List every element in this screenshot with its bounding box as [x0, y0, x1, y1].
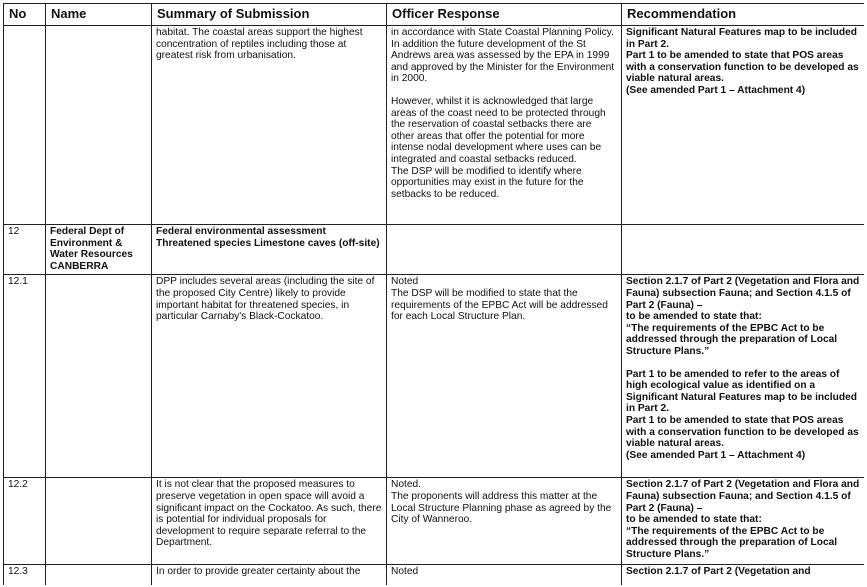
header-name: Name — [46, 4, 152, 26]
summary-text: DPP includes several areas (including the site of the proposed City Centre) likely to provide important habitat for threatened species, in particular Carnaby's Black-Cockatoo. — [156, 276, 375, 323]
cell-no — [4, 26, 46, 225]
cell-officer-response — [387, 225, 622, 275]
cell-name — [46, 26, 152, 225]
table-row — [4, 565, 865, 585]
cell-recommendation — [622, 26, 865, 225]
table-row — [4, 275, 865, 478]
submissions-page — [3, 3, 864, 585]
cell-summary — [152, 478, 387, 565]
cell-summary — [152, 225, 387, 275]
summary-text: habitat. The coastal areas support the highest concentration of reptiles including those at greatest risk from urbanisation. — [156, 27, 363, 62]
header-row — [4, 4, 865, 26]
summary-text: Federal environmental assessment Threatened species Limestone caves (off-site) — [156, 226, 380, 249]
cell-summary — [152, 26, 387, 225]
cell-officer-response — [387, 478, 622, 565]
recommendation-text: Section 2.1.7 of Part 2 (Vegetation and — [626, 566, 811, 578]
table-row — [4, 225, 865, 275]
submissions-table — [3, 3, 864, 585]
summary-text: It is not clear that the proposed measures to preserve vegetation in open space will avoid a significant impact on the Cockatoo. As such, there is potential for individual proposals for development to require separate referral to the Department. — [156, 479, 382, 549]
response-text: Noted — [391, 566, 419, 578]
cell-name — [46, 275, 152, 478]
cell-recommendation — [622, 565, 865, 585]
response-text: Noted The DSP will be modified to state that the requirements of the EPBC Act will be addressed for each Local Structure Plan. — [391, 276, 608, 323]
cell-name — [46, 478, 152, 565]
header-recommendation: Recommendation — [622, 4, 865, 26]
cell-summary — [152, 275, 387, 478]
cell-officer-response — [387, 275, 622, 478]
cell-summary — [152, 565, 387, 585]
recommendation-text: Part 1 to be amended to refer to the areas of high ecological value as identified on a Significant Natural Features map to be included in Part 2. Part 1 to be amended to state that POS areas with a conservation function to be developed as viable natural areas. (See amended Part 1 – Attachment 4) — [626, 368, 859, 461]
response-text: in accordance with State Coastal Planning Policy. In addition the future development of the St Andrews area was assessed by the EPA in 1999 and approved by the Minister for the Environment in 2000. — [391, 27, 615, 85]
recommendation-text: Significant Natural Features map to be included in Part 2. Part 1 to be amended to state that POS areas with a conservation function to be developed as viable natural areas. (See amended Part 1 – Attachment 4) — [626, 27, 859, 96]
response-text: However, whilst it is acknowledged that large areas of the coast need to be protected through the reservation of coastal setbacks there are other areas that offer the potential for more intense nodal development where uses can be integrated and coastal setbacks reduced. The DSP will be modified to identify where opportunities may exist in the future for the setbacks to be reduced. — [391, 95, 606, 200]
cell-recommendation — [622, 478, 865, 565]
recommendation-text: Section 2.1.7 of Part 2 (Vegetation and Flora and Fauna) subsection Fauna; and Section 4.1.5 of Part 2 (Fauna) – to be amended to state that: “The requirements of the EPBC Act to be addressed through the preparation of Local Structure Plans.” — [626, 276, 860, 357]
cell-no: 12.2 — [4, 478, 46, 565]
header-no: No — [4, 4, 46, 26]
cell-recommendation — [622, 225, 865, 275]
cell-no: 12.3 — [4, 565, 46, 585]
recommendation-text: Section 2.1.7 of Part 2 (Vegetation and Flora and Fauna) subsection Fauna; and Section 4.1.5 of Part 2 (Fauna) – to be amended to state that: “The requirements of the EPBC Act to be addressed through the preparation of Local Structure Plans.” — [626, 479, 860, 560]
cell-name: Federal Dept of Environment & Water Resources CANBERRA — [46, 225, 152, 275]
cell-no: 12 — [4, 225, 46, 275]
summary-text: In order to provide greater certainty about the — [156, 566, 361, 578]
table-row — [4, 26, 865, 225]
table-row — [4, 478, 865, 565]
response-text: Noted. The proponents will address this matter at the Local Structure Planning phase as agreed by the City of Wanneroo. — [391, 479, 612, 526]
cell-name — [46, 565, 152, 585]
cell-officer-response — [387, 26, 622, 225]
header-officer-response: Officer Response — [387, 4, 622, 26]
cell-recommendation — [622, 275, 865, 478]
cell-no: 12.1 — [4, 275, 46, 478]
cell-officer-response — [387, 565, 622, 585]
header-summary: Summary of Submission — [152, 4, 387, 26]
